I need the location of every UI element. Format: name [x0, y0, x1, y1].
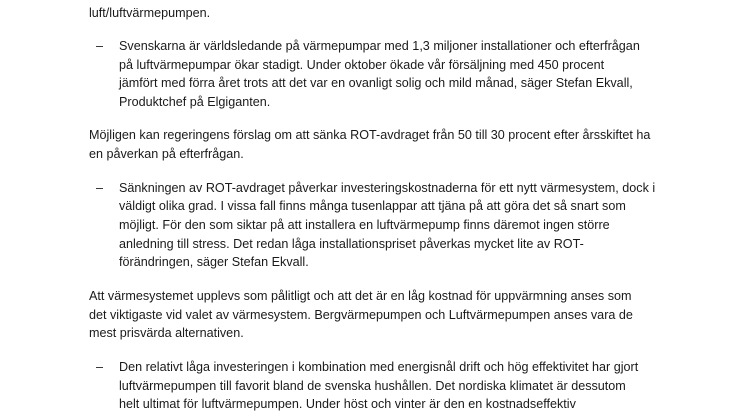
bullet-line: Den relativt låga investeringen i kombination med energisnål drift och hög effektivitet har gjort	[119, 360, 639, 374]
paragraph-line: Möjligen kan regeringens förslag om att sänka ROT-avdraget från 50 till 30 procent efter årsskiftet ha	[89, 128, 651, 142]
bullet-dash: –	[96, 360, 104, 374]
bullet-line: på luftvärmepumpar ökar stadigt. Under oktober ökade vår försäljning med 450 procent	[119, 58, 605, 72]
bullet-line: förändringen, säger Stefan Ekvall.	[119, 255, 309, 269]
bullet-line: helt ultimat för luftvärmepumpen. Under höst och vinter är den en kostnadseffektiv	[119, 397, 576, 411]
bullet-dash: –	[96, 39, 104, 53]
paragraph-line: det viktigaste vid valet av värmesystem. Bergvärmepumpen och Luftvärmepumpen anses vara de	[89, 308, 633, 322]
paragraph-line: luft/luftvärmepumpen.	[89, 6, 211, 20]
bullet-line: väldigt olika grad. I vissa fall finns många tusenlappar att tjäna på att göra det så snart som	[119, 199, 626, 213]
bullet-dash: –	[96, 181, 104, 195]
bullet-line: Svenskarna är världsledande på värmepumpar med 1,3 miljoner installationer och efterfrågan	[119, 39, 640, 53]
paragraph-line: mest prisvärda alternativen.	[89, 326, 244, 340]
bullet-line: möjligt. För den som siktar på att installera en luftvärmepump finns däremot ingen större	[119, 218, 610, 232]
bullet-line: Sänkningen av ROT-avdraget påverkar investeringskostnaderna för ett nytt värmesystem, dock i	[119, 181, 656, 195]
bullet-line: Produktchef på Elgiganten.	[119, 95, 271, 109]
paragraph-line: Att värmesystemet upplevs som pålitligt och att det är en låg kostnad för uppvärmning anses som	[89, 289, 632, 303]
bullet-line: luftvärmepumpen till favorit bland de svenska hushållen. Det nordiska klimatet är dessutom	[119, 379, 626, 393]
bullet-line: jämfört med förra året trots att det var en ovanligt solig och mild månad, säger Stefan Ekvall,	[119, 76, 633, 90]
paragraph-line: en påverkan på efterfrågan.	[89, 147, 244, 161]
bullet-line: anledning till stress. Det redan låga installationspriset påverkas mycket lite av ROT-	[119, 237, 584, 251]
